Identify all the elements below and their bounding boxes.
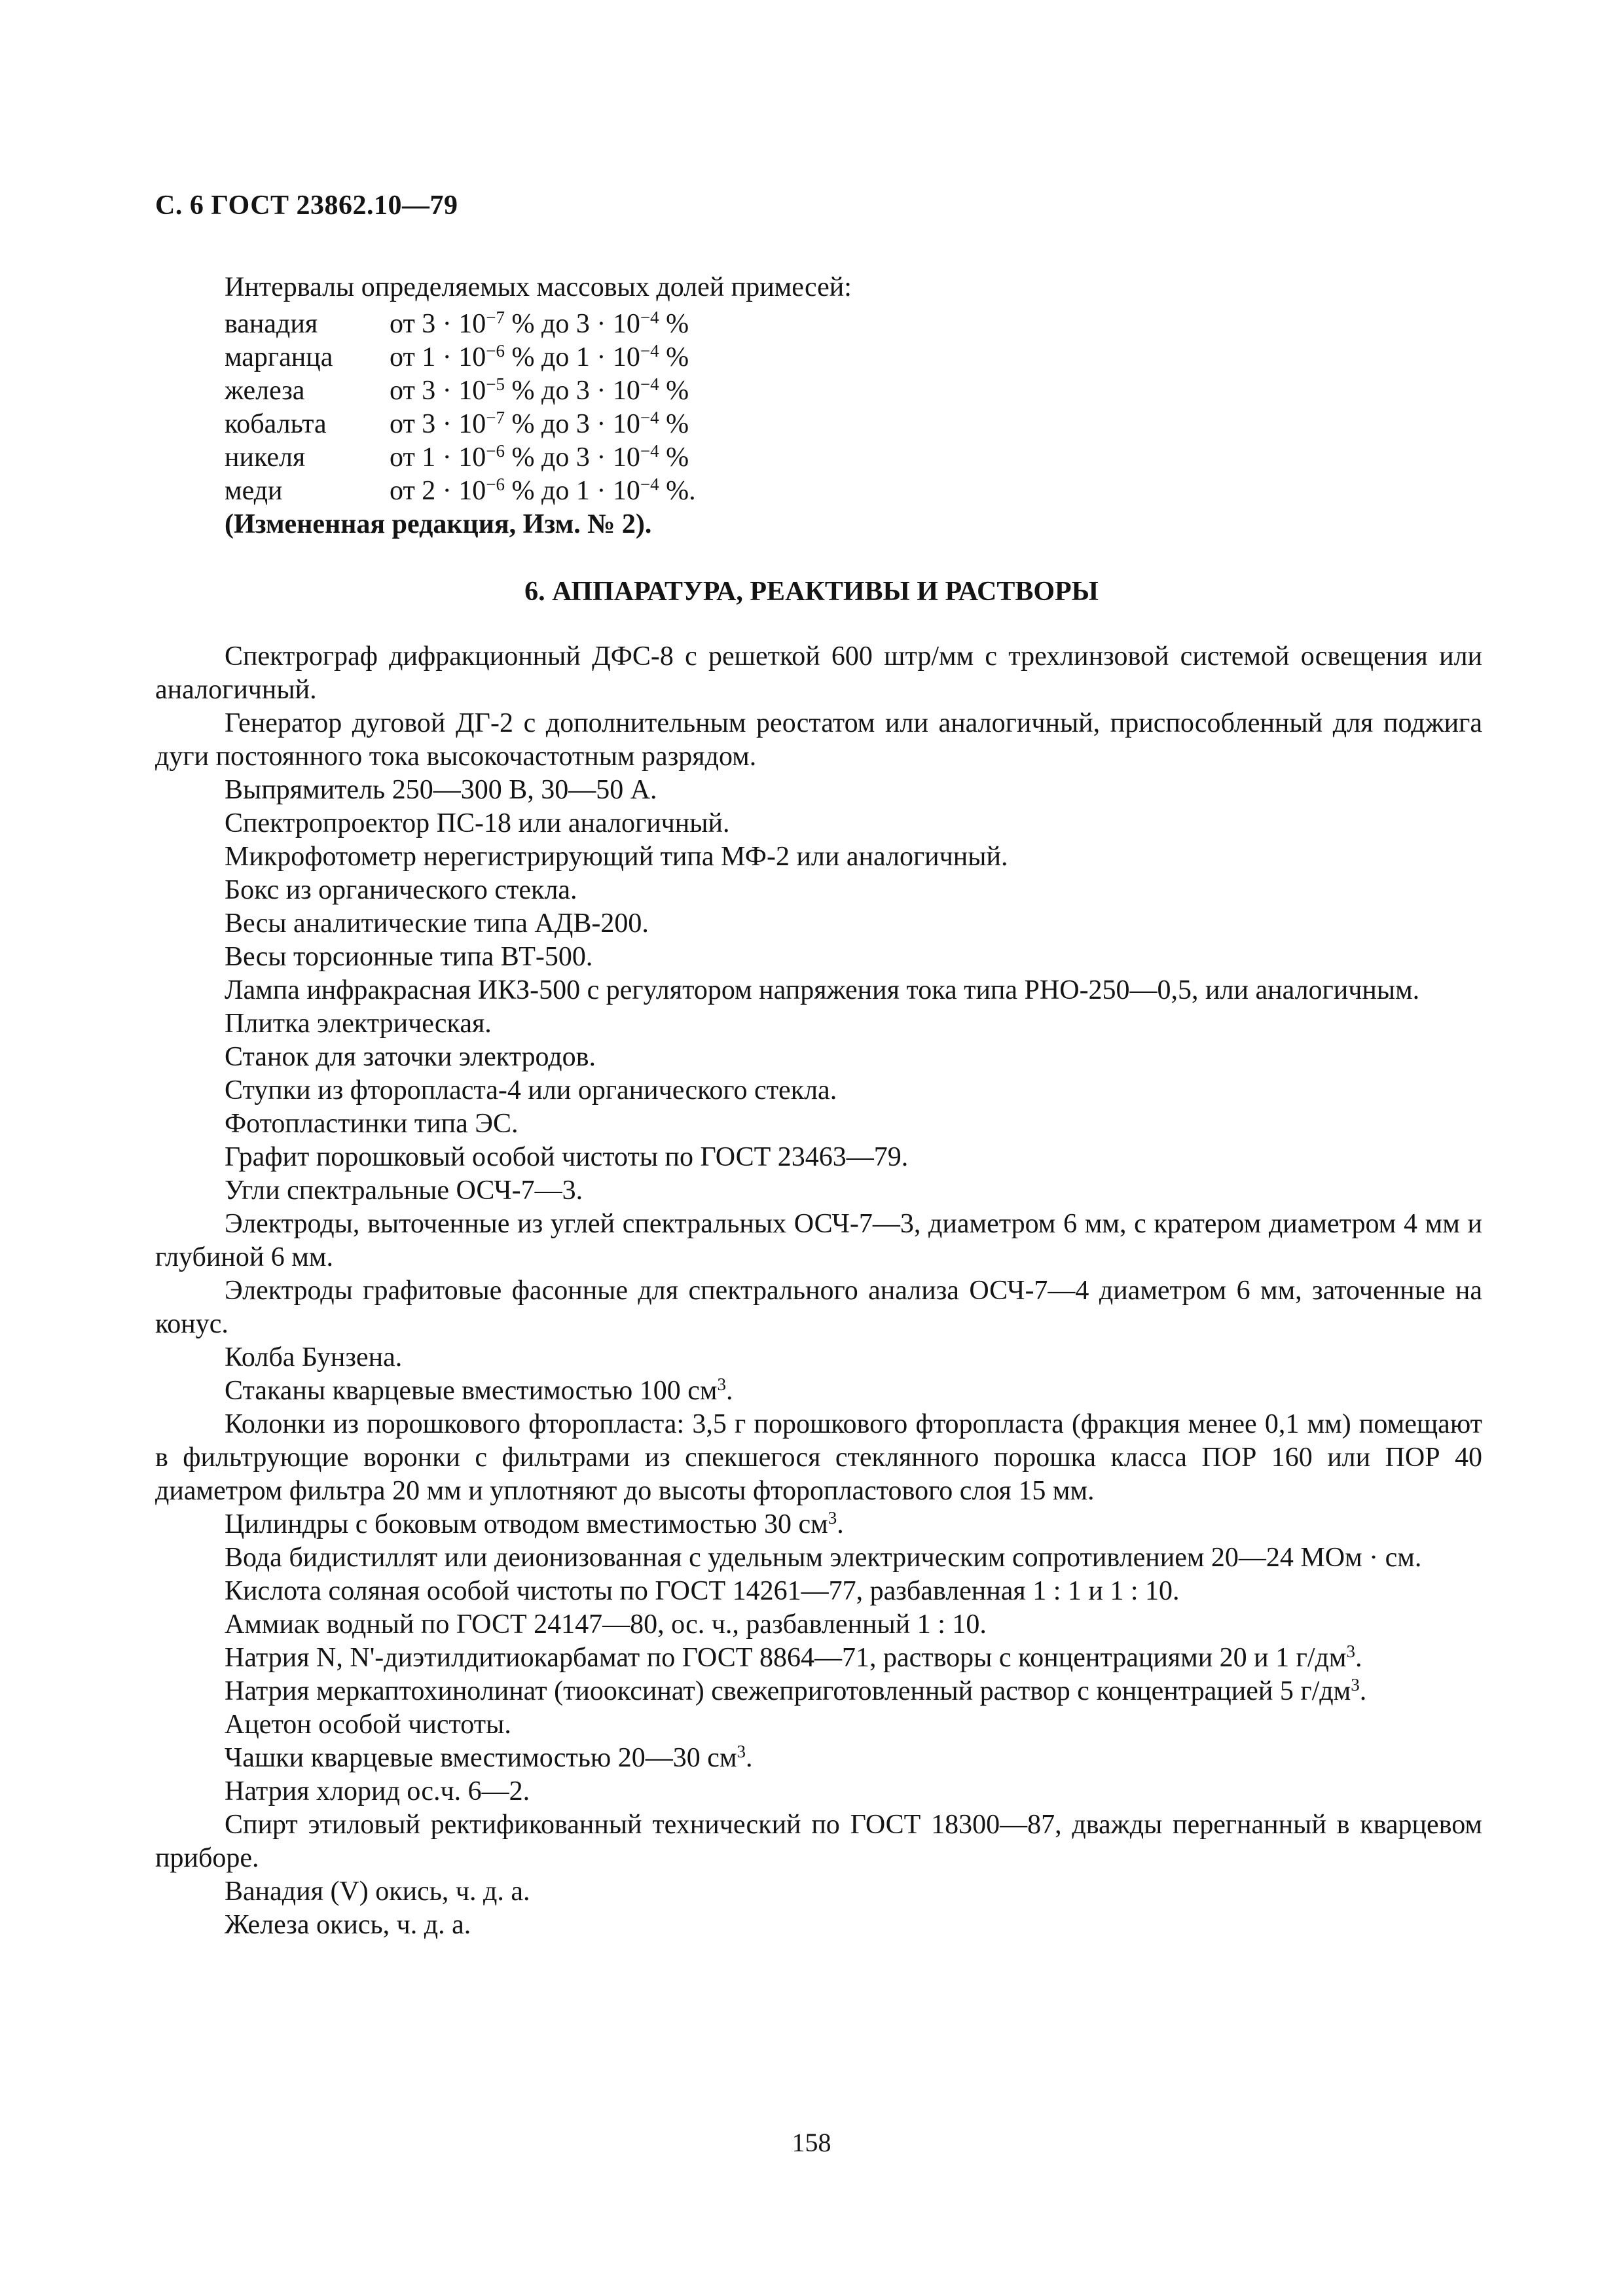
equipment-item: Электроды, выточенные из углей спектральных ОСЧ-7—3, диаметром 6 мм, с кратером диаметром 4 мм и глубиной 6 мм. [155, 1209, 1482, 1272]
equipment-item: Чашки кварцевые вместимостью 20—30 $см^3$. [225, 1742, 753, 1773]
intervals-title: Интервалы определяемых массовых долей примесей: [225, 272, 852, 302]
equipment-item: Железа окись, ч. д. а. [225, 1910, 471, 1940]
interval-range: от $3 \cdot 10^{-7}$ % до $3 \cdot 10^{-4}$ % [390, 308, 689, 339]
interval-element: никеля [225, 442, 306, 473]
amendment-note: (Измененная редакция, Изм. № 2). [225, 509, 652, 539]
equipment-item: Натрия меркаптохинолинат (тиооксинат) свежеприготовленный раствор с концентрацией 5 $г/дм^3$. [225, 1675, 1367, 1706]
equipment-item: Ацетон особой чистоты. [225, 1710, 511, 1740]
equipment-item: Графит порошковый особой чистоты по ГОСТ 23463—79. [225, 1142, 909, 1172]
interval-element: железа [225, 376, 305, 406]
equipment-item: Цилиндры с боковым отводом вместимостью 30 $см^3$. [225, 1508, 844, 1539]
equipment-item: Колба Бунзена. [225, 1342, 403, 1372]
equipment-item: Выпрямитель 250—300 В, 30—50 А. [225, 775, 657, 805]
equipment-item: Колонки из порошкового фторопласта: 3,5 г порошкового фторопласта (фракция менее 0,1 мм) помещают в фильтрующие воронки с фильтрами из спекшегося стеклянного порошка класса ПОР 160 или ПОР 40 диаметром фильтра 20 мм и уплотняют до высоты фторопластового слоя 15 мм. [155, 1409, 1482, 1506]
equipment-item: Станок для заточки электродов. [225, 1042, 596, 1072]
interval-row [225, 308, 696, 341]
interval-element: меди [225, 476, 283, 506]
section-title: 6. АППАРАТУРА, РЕАКТИВЫ И РАСТВОРЫ [524, 577, 1099, 607]
equipment-item: Спирт этиловый ректификованный технический по ГОСТ 18300—87, дважды перегнанный в кварцевом приборе. [155, 1810, 1482, 1873]
equipment-item: Стаканы кварцевые вместимостью 100 $см^3$. [225, 1374, 733, 1406]
interval-row [225, 441, 696, 475]
intervals-list [225, 308, 696, 541]
equipment-item: Электроды графитовые фасонные для спектрального анализа ОСЧ-7—4 диаметром 6 мм, заточенные на конус. [155, 1276, 1482, 1339]
equipment-item: Микрофотометр нерегистрирующий типа МФ-2 или аналогичный. [225, 842, 1008, 872]
equipment-item: Кислота соляная особой чистоты по ГОСТ 14261—77, разбавленная 1 : 1 и 1 : 10. [225, 1576, 1180, 1606]
equipment-item: Ступки из фторопласта-4 или органического стекла. [225, 1075, 837, 1105]
interval-row [225, 475, 696, 508]
page-header: С. 6 ГОСТ 23862.10—79 [155, 190, 458, 221]
equipment-item: Весы аналитические типа АДВ-200. [225, 908, 649, 939]
interval-element: кобальта [225, 409, 327, 439]
equipment-item: Вода бидистиллят или деионизованная с удельным электрическим сопротивлением 20—24 МОм · см. [225, 1543, 1422, 1573]
equipment-item: Спектропроектор ПС-18 или аналогичный. [225, 808, 730, 838]
equipment-item: Натрия N, N'-диэтилдитиокарбамат по ГОСТ 8864—71, растворы с концентрациями 20 и 1 $г/дм^3$. [225, 1641, 1362, 1673]
equipment-list [155, 640, 1482, 1942]
equipment-item: Угли спектральные ОСЧ-7—3. [225, 1175, 583, 1206]
equipment-item: Аммиак водный по ГОСТ 24147—80, ос. ч., разбавленный 1 : 10. [225, 1609, 987, 1640]
interval-range: от $1 \cdot 10^{-6}$ % до $1 \cdot 10^{-4}$ % [390, 341, 689, 372]
equipment-item: Натрия хлорид ос.ч. 6—2. [225, 1776, 530, 1806]
equipment-item: Лампа инфракрасная ИКЗ-500 с регулятором напряжения тока типа РНО-250—0,5, или аналогичным. [225, 975, 1420, 1005]
page-number: 158 [792, 2128, 831, 2157]
equipment-item: Фотопластинки типа ЭС. [225, 1109, 519, 1139]
interval-row [225, 374, 696, 408]
equipment-item: Ванадия (V) окись, ч. д. а. [225, 1876, 530, 1907]
interval-element: ванадия [225, 309, 318, 339]
equipment-item: Весы торсионные типа ВТ-500. [225, 942, 593, 972]
interval-row [225, 341, 696, 374]
equipment-item: Спектрограф дифракционный ДФС-8 с решеткой 600 штр/мм с трехлинзовой системой освещения или аналогичный. [155, 641, 1482, 705]
interval-range: от $3 \cdot 10^{-5}$ % до $3 \cdot 10^{-4}$ % [390, 374, 689, 406]
equipment-item: Плитка электрическая. [225, 1009, 492, 1039]
interval-element: марганца [225, 342, 333, 372]
interval-range: от $3 \cdot 10^{-7}$ % до $3 \cdot 10^{-4}$ % [390, 408, 689, 439]
interval-row [225, 408, 696, 441]
equipment-item: Генератор дуговой ДГ-2 с дополнительным реостатом или аналогичный, приспособленный для поджига дуги постоянного тока высокочастотным разрядом. [155, 708, 1482, 772]
interval-range: от $2 \cdot 10^{-6}$ % до $1 \cdot 10^{-4}$ %. [390, 475, 696, 506]
equipment-item: Бокс из органического стекла. [225, 875, 577, 905]
interval-range: от $1 \cdot 10^{-6}$ % до $3 \cdot 10^{-4}$ % [390, 441, 689, 473]
